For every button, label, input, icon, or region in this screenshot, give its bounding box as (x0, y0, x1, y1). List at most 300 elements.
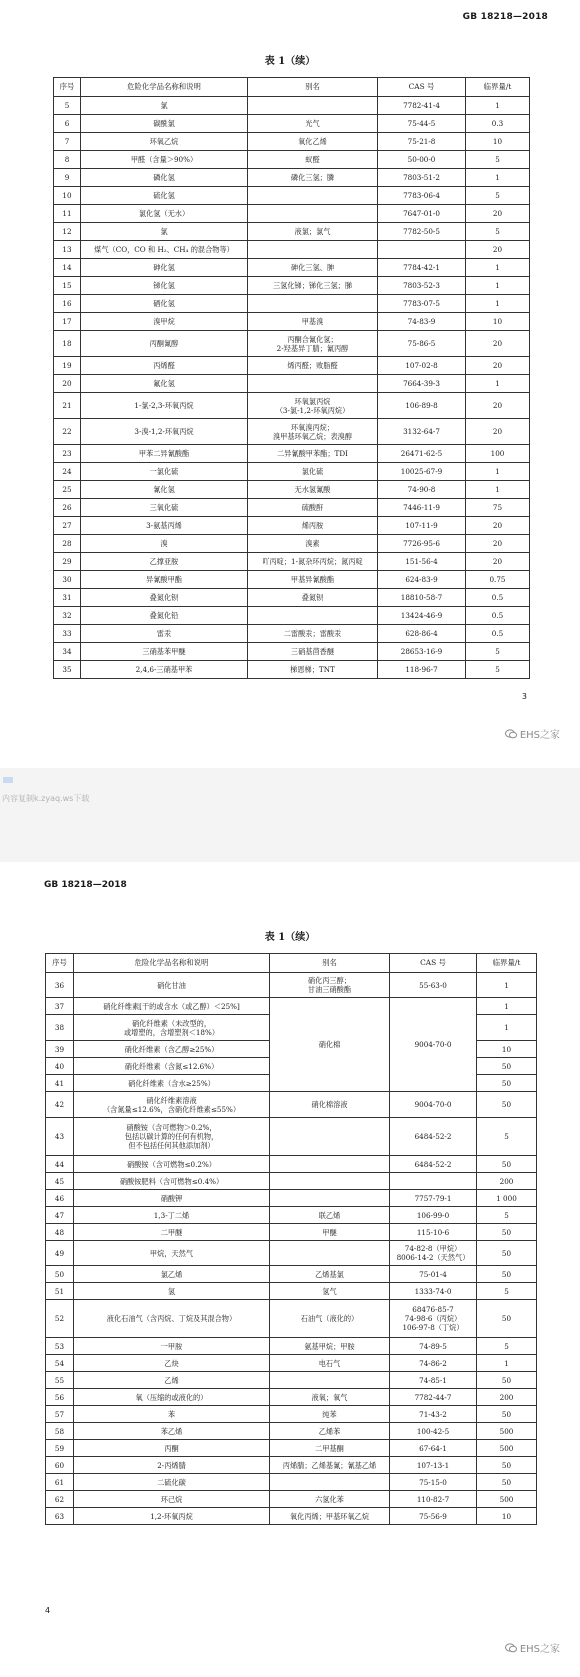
cell-cas: 74-89-5 (390, 1338, 477, 1355)
cell-name: 丙烯醛 (81, 357, 248, 375)
table-row (54, 97, 530, 115)
chat-bubble-icon (505, 1643, 517, 1653)
cell-threshold: 5 (466, 187, 530, 205)
table-row (46, 1355, 537, 1372)
cell-no: 14 (54, 259, 81, 277)
cell-name: 氢 (74, 1283, 270, 1300)
cell-alias: 磷化三氢；膦 (248, 169, 378, 187)
cell-no: 30 (54, 571, 81, 589)
cell-no: 40 (46, 1058, 74, 1075)
table-row (46, 1118, 537, 1156)
cell-cas: 106-89-8 (378, 393, 466, 419)
col-header-alias: 别名 (248, 78, 378, 97)
cell-cas: 115-10-6 (390, 1224, 477, 1241)
cell-alias: 吖丙啶；1-氮杂环丙烷；氮丙啶 (248, 553, 378, 571)
cell-no: 53 (46, 1338, 74, 1355)
document-page-4 (0, 862, 580, 1677)
cell-threshold: 10 (477, 1508, 537, 1525)
cell-cas: 7726-95-6 (378, 535, 466, 553)
cell-alias: 溴素 (248, 535, 378, 553)
cell-cas: 50-00-0 (378, 151, 466, 169)
table-row (46, 1300, 537, 1338)
cell-no: 13 (54, 241, 81, 259)
hazardous-chemicals-table-part2 (45, 953, 537, 1525)
cell-name: 苯 (74, 1406, 270, 1423)
cell-cas: 74-86-2 (390, 1355, 477, 1372)
table-row (46, 1406, 537, 1423)
cell-no: 35 (54, 661, 81, 679)
table-row (54, 535, 530, 553)
table-row (54, 419, 530, 445)
cell-threshold: 5 (477, 1207, 537, 1224)
cell-name: 二甲醚 (74, 1224, 270, 1241)
cell-cas: 13424-46-9 (378, 607, 466, 625)
cell-name: 甲醛（含量＞90%） (81, 151, 248, 169)
cell-threshold: 5 (477, 1338, 537, 1355)
cell-threshold: 1 (477, 998, 537, 1015)
cell-threshold: 20 (466, 241, 530, 259)
cell-alias: 乙烯苯 (270, 1423, 390, 1440)
cell-no: 34 (54, 643, 81, 661)
cell-name: 硝化纤维素（未改型的， 或增塑的，含增塑剂＜18%） (74, 1015, 270, 1041)
table-row (46, 1508, 537, 1525)
cell-threshold: 1 (466, 169, 530, 187)
cell-alias (270, 1156, 390, 1173)
page-number: 4 (45, 1606, 51, 1615)
cell-alias: 甲基异氰酸酯 (248, 571, 378, 589)
table-row (46, 998, 537, 1015)
cell-cas: 7783-07-5 (378, 295, 466, 313)
cell-threshold: 20 (466, 517, 530, 535)
col-header-no: 序号 (54, 78, 81, 97)
table-row (46, 1474, 537, 1491)
standard-number-header: GB 18218—2018 (44, 880, 127, 890)
cell-no: 56 (46, 1389, 74, 1406)
cell-name: 1,2-环氧丙烷 (74, 1508, 270, 1525)
cell-name: 氟化氢 (81, 375, 248, 393)
cell-no: 61 (46, 1474, 74, 1491)
cell-cas: 628-86-4 (378, 625, 466, 643)
col-header-cas: CAS 号 (390, 954, 477, 973)
cell-no: 25 (54, 481, 81, 499)
cell-threshold: 0.5 (466, 625, 530, 643)
cell-alias: 二雷酸汞；雷酸汞 (248, 625, 378, 643)
table-row (54, 517, 530, 535)
watermark (505, 726, 560, 741)
cell-threshold: 20 (466, 419, 530, 445)
cell-alias: 硝化棉溶液 (270, 1092, 390, 1118)
cell-no: 42 (46, 1092, 74, 1118)
cell-no: 36 (46, 973, 74, 998)
cell-cas: 3132-64-7 (378, 419, 466, 445)
cell-name: 氯化氢（无水） (81, 205, 248, 223)
table-row (46, 973, 537, 998)
cell-alias: 蚁醛 (248, 151, 378, 169)
cell-cas: 75-44-5 (378, 115, 466, 133)
cell-cas: 26471-62-5 (378, 445, 466, 463)
cell-no: 55 (46, 1372, 74, 1389)
cell-alias: 液氯；氯气 (248, 223, 378, 241)
cell-threshold: 0.5 (466, 607, 530, 625)
cell-alias: 六氢化苯 (270, 1491, 390, 1508)
cell-no: 39 (46, 1041, 74, 1058)
cell-name: 叠氮化钡 (81, 589, 248, 607)
cell-alias: 氧化丙烯；甲基环氧乙烷 (270, 1508, 390, 1525)
cell-alias: 光气 (248, 115, 378, 133)
cell-name: 乙烯 (74, 1372, 270, 1389)
cell-alias (248, 241, 378, 259)
cell-no: 62 (46, 1491, 74, 1508)
cell-no: 54 (46, 1355, 74, 1372)
col-header-name: 危险化学品名称和说明 (81, 78, 248, 97)
cell-no: 10 (54, 187, 81, 205)
table-row (46, 1207, 537, 1224)
cell-threshold: 1 (466, 97, 530, 115)
cell-name: 硝酸铵肥料（含可燃物≤0.4%） (74, 1173, 270, 1190)
table-row (54, 187, 530, 205)
cell-name: 锑化氢 (81, 277, 248, 295)
table-row (54, 331, 530, 357)
cell-no: 17 (54, 313, 81, 331)
cell-no: 15 (54, 277, 81, 295)
col-header-cas: CAS 号 (378, 78, 466, 97)
cell-alias: 甲基溴 (248, 313, 378, 331)
table-header-row (54, 78, 530, 97)
cell-no: 45 (46, 1173, 74, 1190)
cell-threshold: 50 (477, 1406, 537, 1423)
table-row (54, 223, 530, 241)
cell-alias: 氧化乙烯 (248, 133, 378, 151)
table-row (46, 1173, 537, 1190)
cell-alias: 联乙烯 (270, 1207, 390, 1224)
cell-no: 37 (46, 998, 74, 1015)
cell-alias (270, 1173, 390, 1190)
cell-no: 8 (54, 151, 81, 169)
cell-no: 46 (46, 1190, 74, 1207)
cell-threshold: 1 (466, 259, 530, 277)
cell-threshold: 5 (477, 1283, 537, 1300)
table-row (54, 589, 530, 607)
table-row (46, 1241, 537, 1266)
cell-name: 一甲胺 (74, 1338, 270, 1355)
table-row (54, 357, 530, 375)
col-header-no: 序号 (46, 954, 74, 973)
cell-cas: 118-96-7 (378, 661, 466, 679)
table-row (46, 1190, 537, 1207)
cell-cas: 74-82-8（甲烷） 8006-14-2（天然气） (390, 1241, 477, 1266)
table-row (46, 1457, 537, 1474)
table-row (46, 1372, 537, 1389)
cell-no: 43 (46, 1118, 74, 1156)
cell-cas: 75-21-8 (378, 133, 466, 151)
table-row (46, 1338, 537, 1355)
cell-no: 51 (46, 1283, 74, 1300)
cell-threshold: 0.3 (466, 115, 530, 133)
cell-no: 5 (54, 97, 81, 115)
cell-threshold: 50 (477, 1224, 537, 1241)
cell-alias: 丙酮合氰化氢； 2-羟基异丁腈；氰丙醇 (248, 331, 378, 357)
cell-threshold: 50 (477, 1300, 537, 1338)
cell-name: 溴甲烷 (81, 313, 248, 331)
cell-name: 硫化氢 (81, 187, 248, 205)
cell-name: 砷化氢 (81, 259, 248, 277)
cell-name: 雷汞 (81, 625, 248, 643)
cell-alias: 氢气 (270, 1283, 390, 1300)
cell-name: 硝化纤维素[干的或含水（或乙醇）＜25%] (74, 998, 270, 1015)
cell-name: 三硝基苯甲醚 (81, 643, 248, 661)
cell-threshold: 10 (466, 133, 530, 151)
chat-bubble-icon (505, 729, 517, 739)
download-marker (3, 777, 13, 783)
cell-threshold: 1 (466, 481, 530, 499)
download-notice: 内容复制k.zyaq.ws下载 (2, 794, 90, 803)
cell-cas: 18810-58-7 (378, 589, 466, 607)
col-header-threshold: 临界量/t (477, 954, 537, 973)
table-row (54, 133, 530, 151)
cell-threshold: 1 (477, 973, 537, 998)
cell-alias: 二异氰酸甲苯酯；TDI (248, 445, 378, 463)
cell-cas: 7782-44-7 (390, 1389, 477, 1406)
cell-cas: 10025-67-9 (378, 463, 466, 481)
cell-threshold: 500 (477, 1491, 537, 1508)
table-row (54, 661, 530, 679)
cell-name: 硝化甘油 (74, 973, 270, 998)
table-row (46, 1491, 537, 1508)
cell-cas: 75-01-4 (390, 1266, 477, 1283)
cell-name: 硝酸铵（含可燃物≤0.2%） (74, 1156, 270, 1173)
cell-name: 硝化纤维素溶液 （含氮量≤12.6%，含硝化纤维素≤55%） (74, 1092, 270, 1118)
cell-threshold: 50 (477, 1092, 537, 1118)
cell-name: 环己烷 (74, 1491, 270, 1508)
cell-name: 环氧乙烷 (81, 133, 248, 151)
cell-threshold: 1 (466, 295, 530, 313)
cell-cas: 75-15-0 (390, 1474, 477, 1491)
cell-cas: 110-82-7 (390, 1491, 477, 1508)
cell-cas: 7782-50-5 (378, 223, 466, 241)
cell-alias: 纯苯 (270, 1406, 390, 1423)
cell-name: 氯乙烯 (74, 1266, 270, 1283)
cell-name: 1,3-丁二烯 (74, 1207, 270, 1224)
cell-no: 52 (46, 1300, 74, 1338)
cell-threshold: 500 (477, 1440, 537, 1457)
cell-threshold: 5 (466, 223, 530, 241)
cell-name: 硝化纤维素（含乙醇≥25%） (74, 1041, 270, 1058)
cell-alias (248, 375, 378, 393)
cell-cas: 151-56-4 (378, 553, 466, 571)
cell-cas: 74-90-8 (378, 481, 466, 499)
cell-no: 28 (54, 535, 81, 553)
table-row (54, 313, 530, 331)
cell-alias: 环氧溴丙烷； 溴甲基环氧乙烷；表溴醇 (248, 419, 378, 445)
cell-cas: 74-83-9 (378, 313, 466, 331)
cell-no: 63 (46, 1508, 74, 1525)
cell-alias: 三氢化锑；锑化三氢；䏲 (248, 277, 378, 295)
table-row (54, 151, 530, 169)
cell-cas: 1333-74-0 (390, 1283, 477, 1300)
cell-name: 磷化氢 (81, 169, 248, 187)
cell-name: 甲烷，天然气 (74, 1241, 270, 1266)
cell-cas: 6484-52-2 (390, 1118, 477, 1156)
cell-alias: 烯丙胺 (248, 517, 378, 535)
cell-threshold: 20 (466, 205, 530, 223)
cell-threshold: 5 (466, 151, 530, 169)
cell-alias: 氨基甲烷；甲胺 (270, 1338, 390, 1355)
cell-threshold: 50 (477, 1075, 537, 1092)
cell-alias: 电石气 (270, 1355, 390, 1372)
table-row (54, 205, 530, 223)
cell-cas: 107-13-1 (390, 1457, 477, 1474)
cell-threshold: 0.5 (466, 589, 530, 607)
cell-name: 硒化氢 (81, 295, 248, 313)
cell-alias: 甲醚 (270, 1224, 390, 1241)
cell-cas: 7803-52-3 (378, 277, 466, 295)
table-row (54, 481, 530, 499)
cell-threshold: 10 (477, 1041, 537, 1058)
table-row (46, 1283, 537, 1300)
standard-number-header: GB 18218—2018 (462, 12, 548, 22)
cell-cas: 107-11-9 (378, 517, 466, 535)
cell-cas: 7664-39-3 (378, 375, 466, 393)
cell-name: 液化石油气（含丙烷、丁烷及其混合物） (74, 1300, 270, 1338)
cell-alias (270, 1372, 390, 1389)
cell-name: 叠氮化铅 (81, 607, 248, 625)
cell-cas: 624-83-9 (378, 571, 466, 589)
cell-no: 26 (54, 499, 81, 517)
cell-threshold: 10 (466, 313, 530, 331)
cell-alias-merged: 硝化棉 (270, 998, 390, 1092)
cell-alias: 砷化三氢、胂 (248, 259, 378, 277)
cell-cas: 7784-42-1 (378, 259, 466, 277)
table-row (54, 393, 530, 419)
cell-name: 氰化氢 (81, 481, 248, 499)
cell-no: 49 (46, 1241, 74, 1266)
cell-no: 7 (54, 133, 81, 151)
cell-threshold: 75 (466, 499, 530, 517)
cell-threshold: 100 (466, 445, 530, 463)
cell-cas (378, 241, 466, 259)
cell-no: 21 (54, 393, 81, 419)
cell-alias: 叠氮钡 (248, 589, 378, 607)
cell-cas: 7803-51-2 (378, 169, 466, 187)
cell-alias: 丙烯腈；乙烯基氰；氰基乙烯 (270, 1457, 390, 1474)
cell-threshold: 1 (477, 1015, 537, 1041)
cell-cas: 100-42-5 (390, 1423, 477, 1440)
cell-cas: 9004-70-0 (390, 1092, 477, 1118)
cell-cas: 7783-06-4 (378, 187, 466, 205)
table-row (54, 553, 530, 571)
cell-cas: 28653-16-9 (378, 643, 466, 661)
cell-name: 硝酸铵（含可燃物＞0.2%， 包括以碳计算的任何有机物， 但不包括任何其他添加剂） (74, 1118, 270, 1156)
cell-cas (390, 1173, 477, 1190)
cell-alias (248, 187, 378, 205)
cell-name: 氯 (81, 97, 248, 115)
cell-no: 57 (46, 1406, 74, 1423)
cell-no: 47 (46, 1207, 74, 1224)
cell-no: 23 (54, 445, 81, 463)
cell-name: 丙酮 (74, 1440, 270, 1457)
cell-threshold: 50 (477, 1474, 537, 1491)
cell-name: 氯 (81, 223, 248, 241)
cell-no: 27 (54, 517, 81, 535)
cell-no: 22 (54, 419, 81, 445)
cell-name: 溴 (81, 535, 248, 553)
cell-threshold: 1 (477, 1355, 537, 1372)
col-header-alias: 别名 (270, 954, 390, 973)
cell-alias: 烯丙醛；败脂醛 (248, 357, 378, 375)
table-caption: 表 1（续） (264, 932, 316, 943)
cell-alias (248, 607, 378, 625)
cell-threshold: 20 (466, 553, 530, 571)
cell-cas: 7647-01-0 (378, 205, 466, 223)
cell-no: 41 (46, 1075, 74, 1092)
page-number: 3 (521, 692, 527, 701)
hazardous-chemicals-table-part1 (53, 77, 530, 679)
cell-cas: 75-86-5 (378, 331, 466, 357)
cell-threshold: 50 (477, 1266, 537, 1283)
table-row (46, 1440, 537, 1457)
table-row (54, 295, 530, 313)
cell-name: 煤气（CO，CO 和 H₂、CH₄ 的混合物等） (81, 241, 248, 259)
cell-alias (270, 1474, 390, 1491)
cell-name: 2-丙烯腈 (74, 1457, 270, 1474)
cell-threshold: 50 (477, 1058, 537, 1075)
col-header-threshold: 临界量/t (466, 78, 530, 97)
document-page-3 (0, 0, 580, 768)
cell-no: 32 (54, 607, 81, 625)
cell-cas: 71-43-2 (390, 1406, 477, 1423)
cell-name: 异氰酸甲酯 (81, 571, 248, 589)
cell-cas: 7782-41-4 (378, 97, 466, 115)
cell-no: 19 (54, 357, 81, 375)
cell-threshold: 1 (466, 375, 530, 393)
cell-name: 硝化纤维素（含氮≤12.6%） (74, 1058, 270, 1075)
cell-no: 31 (54, 589, 81, 607)
cell-cas: 74-85-1 (390, 1372, 477, 1389)
table-row (54, 169, 530, 187)
table-row (46, 1156, 537, 1173)
cell-alias (270, 1190, 390, 1207)
cell-cas: 7446-11-9 (378, 499, 466, 517)
cell-no: 20 (54, 375, 81, 393)
cell-cas: 6484-52-2 (390, 1156, 477, 1173)
cell-name: 苯乙烯 (74, 1423, 270, 1440)
table-row (54, 259, 530, 277)
cell-name: 一氯化硫 (81, 463, 248, 481)
cell-cas: 68476-85-7 74-98-6（丙烷） 106-97-8（丁烷） (390, 1300, 477, 1338)
cell-no: 50 (46, 1266, 74, 1283)
cell-alias (248, 97, 378, 115)
table-row (54, 277, 530, 295)
cell-alias: 乙烯基氯 (270, 1266, 390, 1283)
watermark (505, 1640, 560, 1655)
cell-cas-merged: 9004-70-0 (390, 998, 477, 1092)
cell-alias (248, 295, 378, 313)
cell-name: 碳酰氯 (81, 115, 248, 133)
cell-threshold: 0.75 (466, 571, 530, 589)
cell-no: 59 (46, 1440, 74, 1457)
cell-threshold: 50 (477, 1156, 537, 1173)
cell-no: 18 (54, 331, 81, 357)
cell-alias: 硝化丙三醇； 甘油三硝酸酯 (270, 973, 390, 998)
cell-no: 9 (54, 169, 81, 187)
cell-alias (270, 1241, 390, 1266)
cell-threshold: 20 (466, 393, 530, 419)
cell-threshold: 1 (466, 277, 530, 295)
cell-name: 乙炔 (74, 1355, 270, 1372)
cell-threshold: 50 (477, 1372, 537, 1389)
cell-threshold: 50 (477, 1241, 537, 1266)
cell-alias: 梯恩梯；TNT (248, 661, 378, 679)
